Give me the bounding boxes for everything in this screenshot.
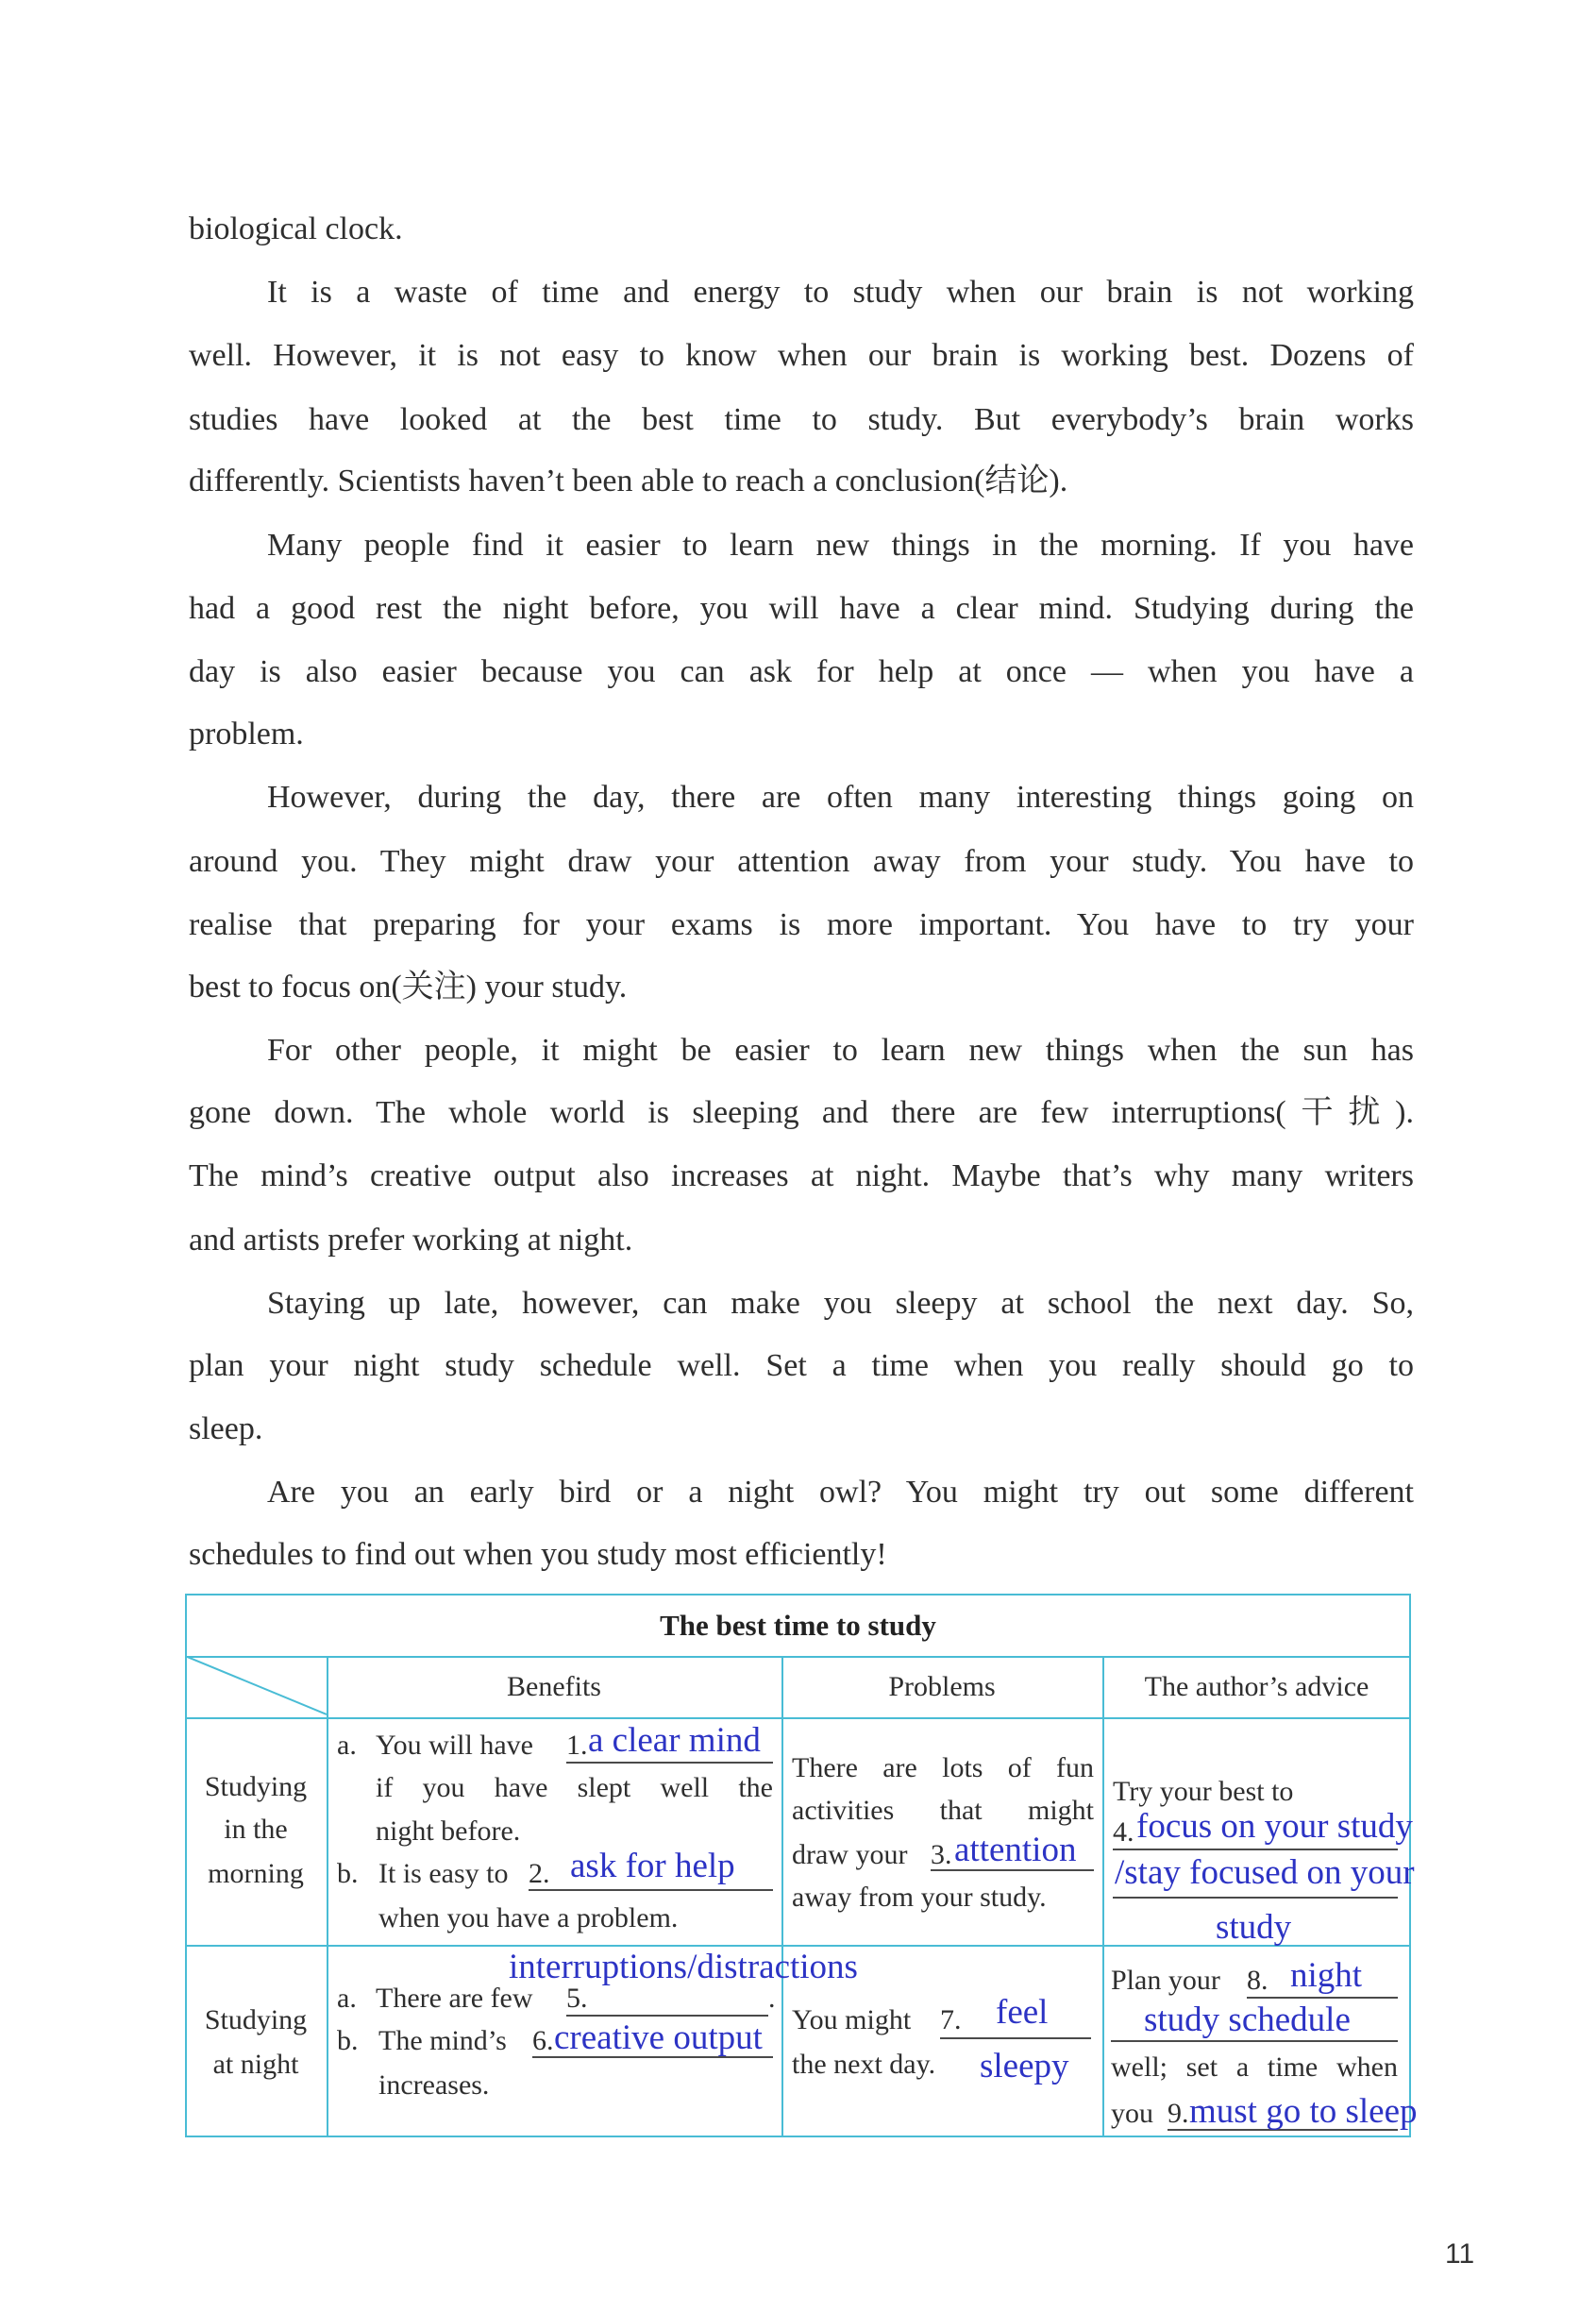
- answer-blank-line: [566, 2015, 768, 2017]
- passage-line: Staying up late, however, can make you sleepy at school the next day. So,: [267, 1286, 1414, 1321]
- passage-line: differently. Scientists haven’t been able to reach a conclusion(结论).: [189, 464, 1068, 498]
- answer-blank-line: [1113, 1849, 1398, 1850]
- passage-line: best to focus on(关注) your study.: [189, 970, 628, 1005]
- row-label: at night: [212, 2049, 299, 2080]
- cell-text: if you have slept well the: [376, 1772, 773, 1803]
- handwritten-answer: study schedule: [1144, 2001, 1351, 2039]
- passage-line: studies have looked at the best time to study. But everybody’s brain works: [189, 402, 1414, 437]
- cell-text: It is easy to: [378, 1858, 509, 1889]
- passage-line: well. However, it is not easy to know when our brain is working best. Dozens of: [189, 338, 1414, 373]
- cell-text: .: [768, 1983, 776, 2014]
- blank-number: 9.: [1168, 2098, 1189, 2129]
- blank-number: 2.: [529, 1858, 550, 1889]
- cell-text: when you have a problem.: [378, 1902, 679, 1933]
- blank-number: 3.: [931, 1839, 952, 1870]
- handwritten-answer: interruptions/distractions: [509, 1948, 858, 1986]
- cell-text: night before.: [376, 1815, 521, 1847]
- answer-blank-line: [1113, 1897, 1398, 1899]
- cell-text: away from your study.: [792, 1882, 1047, 1913]
- item-marker: b.: [337, 1858, 359, 1889]
- passage-line: For other people, it might be easier to learn new things when the sun has: [267, 1033, 1414, 1068]
- answer-blank-line: [566, 1762, 773, 1764]
- row-label: Studying: [204, 2004, 308, 2035]
- cell-text: draw your: [792, 1839, 908, 1870]
- diagonal-stroke: [185, 1656, 327, 1714]
- header-benefits: Benefits: [507, 1671, 601, 1702]
- header-diagonal-line: [185, 1656, 327, 1717]
- passage-line: schedules to find out when you study most efficiently!: [189, 1537, 887, 1572]
- passage-line: gone down. The whole world is sleeping and there are few interruptions(干扰).: [189, 1095, 1414, 1130]
- page-number: 11: [1445, 2238, 1475, 2270]
- answer-blank-line: [529, 1889, 773, 1891]
- passage-line: problem.: [189, 717, 304, 751]
- item-marker: a.: [337, 1983, 357, 2014]
- passage-line: However, during the day, there are often many interesting things going on: [267, 780, 1414, 815]
- passage-line: realise that preparing for your exams is more important. You have to try your: [189, 907, 1414, 942]
- handwritten-answer: sleepy: [980, 2047, 1069, 2085]
- handwritten-answer: must go to sleep: [1189, 2092, 1418, 2131]
- cell-text: You might: [792, 2004, 912, 2035]
- handwritten-answer: focus on your study: [1136, 1807, 1413, 1846]
- handwritten-answer: study: [1216, 1908, 1292, 1947]
- table-title: The best time to study: [660, 1609, 936, 1642]
- blank-number: 7.: [940, 2004, 962, 2035]
- item-marker: b.: [337, 2025, 359, 2056]
- table-rule-title: [185, 1656, 1411, 1658]
- answer-blank-line: [1247, 1997, 1398, 1999]
- passage-line: biological clock.: [189, 211, 403, 246]
- cell-text: The mind’s: [378, 2025, 507, 2056]
- handwritten-answer: feel: [996, 1993, 1049, 2032]
- passage-line: had a good rest the night before, you will have a clear mind. Studying during the: [189, 591, 1414, 626]
- blank-number: 5.: [566, 1983, 588, 2014]
- answer-blank-line: [940, 2037, 1091, 2039]
- cell-text: Try your best to: [1113, 1776, 1294, 1807]
- handwritten-answer: ask for help: [570, 1847, 735, 1885]
- passage-line: around you. They might draw your attention away from your study. You have to: [189, 844, 1414, 879]
- cell-text: Plan your: [1111, 1965, 1220, 1996]
- blank-number: 1.: [566, 1730, 588, 1761]
- cell-text: You will have: [376, 1730, 533, 1761]
- cell-text: activities that might: [792, 1795, 1094, 1826]
- row-label: morning: [208, 1858, 304, 1889]
- handwritten-answer: /stay focused on your: [1115, 1853, 1415, 1892]
- row-label: in the: [224, 1814, 288, 1845]
- passage-line: and artists prefer working at night.: [189, 1223, 633, 1258]
- header-problems: Problems: [888, 1671, 996, 1702]
- cell-text: increases.: [378, 2069, 490, 2101]
- cell-text: There are few: [376, 1983, 533, 2014]
- passage-line: plan your night study schedule well. Set a time when you really should go to: [189, 1348, 1414, 1383]
- passage-line: sleep.: [189, 1411, 263, 1446]
- passage-line: It is a waste of time and energy to study when our brain is not working: [267, 275, 1414, 310]
- table-col-divider: [781, 1656, 783, 2137]
- cell-text: There are lots of fun: [792, 1752, 1094, 1783]
- table-rule-header: [185, 1717, 1411, 1719]
- cell-text: you: [1111, 2098, 1153, 2129]
- passage-line: day is also easier because you can ask for help at once — when you have a: [189, 654, 1414, 689]
- blank-number: 6.: [532, 2025, 554, 2056]
- passage-line: Are you an early bird or a night owl? You might try out some different: [267, 1475, 1414, 1510]
- handwritten-answer: night: [1290, 1956, 1363, 1995]
- passage-line: Many people find it easier to learn new things in the morning. If you have: [267, 528, 1414, 563]
- item-marker: a.: [337, 1730, 357, 1761]
- table-col-divider: [327, 1656, 328, 2137]
- handwritten-answer: creative output: [554, 2018, 763, 2057]
- blank-number: 4.: [1113, 1816, 1134, 1848]
- table-col-divider: [1102, 1656, 1104, 2137]
- passage-line: The mind’s creative output also increases at night. Maybe that’s why many writers: [189, 1158, 1414, 1193]
- handwritten-answer: attention: [954, 1831, 1077, 1869]
- cell-text: well; set a time when: [1111, 2051, 1398, 2083]
- row-label: Studying: [204, 1771, 308, 1802]
- blank-number: 8.: [1247, 1965, 1268, 1996]
- header-advice: The author’s advice: [1144, 1671, 1369, 1702]
- handwritten-answer: a clear mind: [588, 1721, 761, 1760]
- cell-text: the next day.: [792, 2049, 936, 2080]
